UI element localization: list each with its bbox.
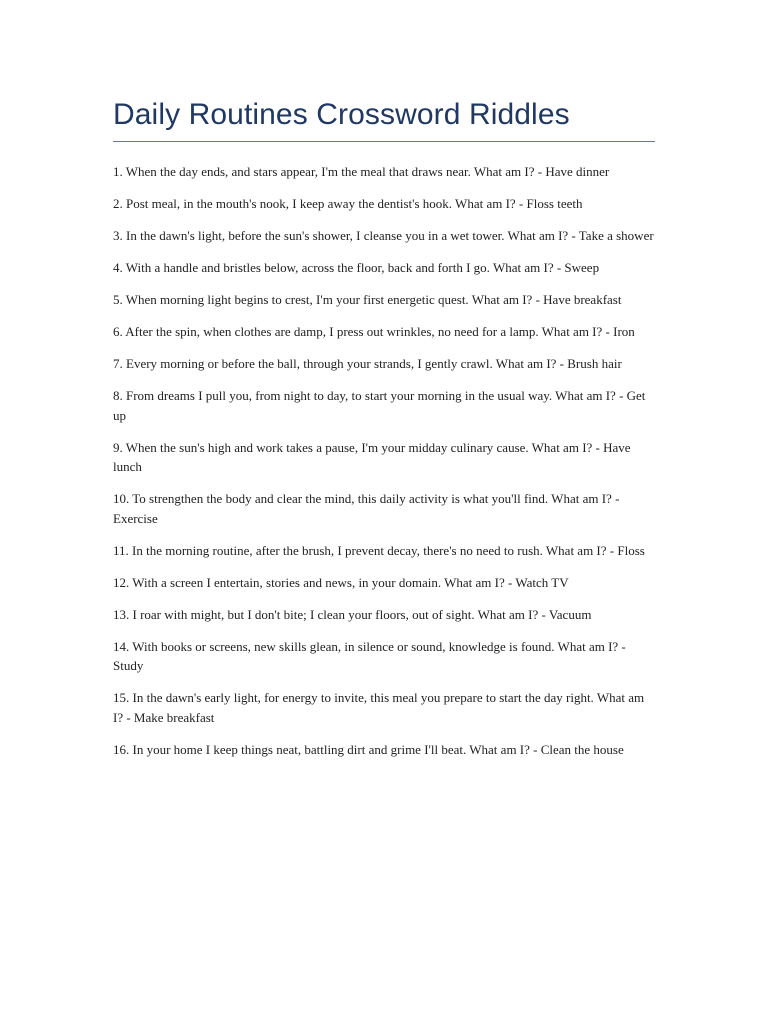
riddle-item: 13. I roar with might, but I don't bite; I clean your floors, out of sight. What am I? - Vacuum [113,606,592,622]
riddle-item: 11. In the morning routine, after the brush, I prevent decay, there's no need to rush. What am I? - Floss [113,542,645,558]
riddle-item: 4. With a handle and bristles below, across the floor, back and forth I go. What am I? - Sweep [113,260,600,275]
document-page [113,96,655,772]
riddle-item: 1. When the day ends, and stars appear, I'm the meal that draws near. What am I? - Have dinner [113,164,610,179]
riddle-item: 7. Every morning or before the ball, through your strands, I gently crawl. What am I? - Brush hair [113,356,622,371]
riddle-item: 9. When the sun's high and work takes a pause, I'm your midday culinary cause. What am I? - Have lunch [113,439,631,474]
riddle-item: 10. To strengthen the body and clear the mind, this daily activity is what you'll find. What am I? - Exercise [113,491,620,526]
riddle-item: 6. After the spin, when clothes are damp, I press out wrinkles, no need for a lamp. What am I? - Iron [113,324,635,339]
title-underline [113,141,655,142]
riddle-item: 14. With books or screens, new skills glean, in silence or sound, knowledge is found. What am I? - Study [113,638,626,673]
riddle-item: 3. In the dawn's light, before the sun's shower, I cleanse you in a wet tower. What am I? - Take a shower [113,228,654,243]
riddle-item: 15. In the dawn's early light, for energy to invite, this meal you prepare to start the day right. What am I? - Make breakfast [113,690,645,725]
riddle-item: 8. From dreams I pull you, from night to day, to start your morning in the usual way. What am I? - Get up [113,388,646,423]
page-title: Daily Routines Crossword Riddles [113,98,570,131]
riddle-item: 12. With a screen I entertain, stories and news, in your domain. What am I? - Watch TV [113,574,569,590]
riddle-item: 5. When morning light begins to crest, I'm your first energetic quest. What am I? - Have breakfast [113,292,622,307]
riddle-item: 2. Post meal, in the mouth's nook, I keep away the dentist's hook. What am I? - Floss teeth [113,196,583,211]
riddle-list [113,162,655,759]
riddle-item: 16. In your home I keep things neat, battling dirt and grime I'll beat. What am I? - Clean the house [113,741,624,757]
